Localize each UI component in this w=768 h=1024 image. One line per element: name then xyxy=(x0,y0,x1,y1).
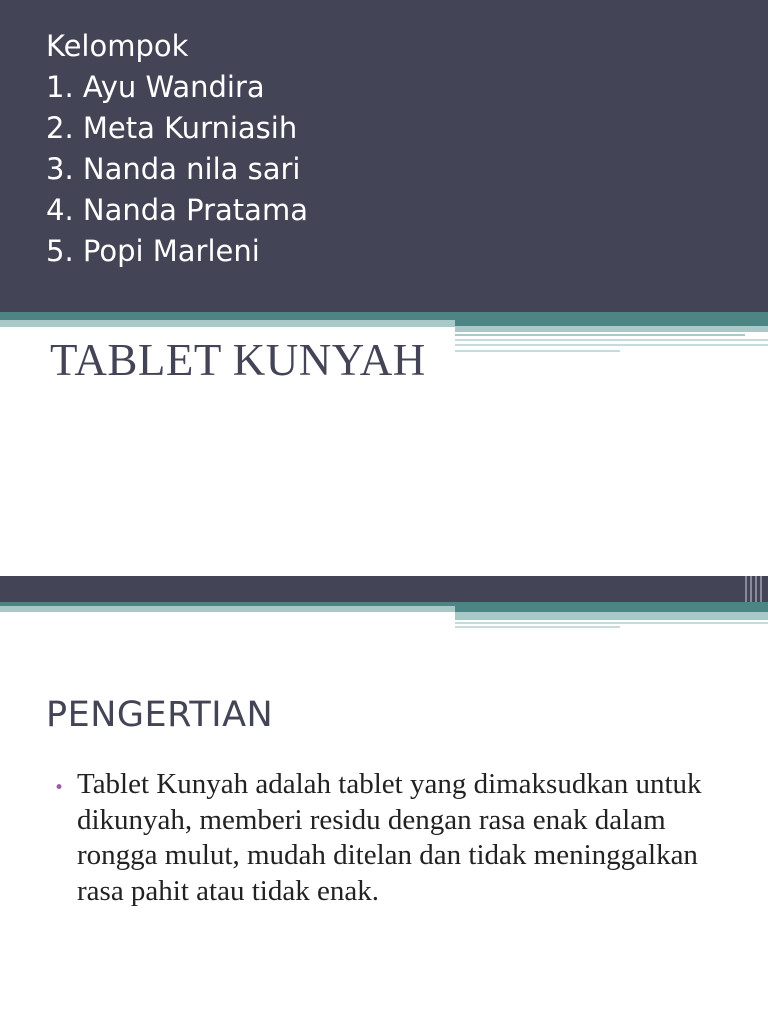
member-item: 4. Nanda Pratama xyxy=(46,193,308,227)
member-item: 5. Popi Marleni xyxy=(46,234,260,268)
slide-2-title: PENGERTIAN xyxy=(46,695,274,735)
slide-1-accent-band-light xyxy=(0,320,455,327)
slide-2-accent-band-light xyxy=(0,606,455,612)
member-item: 3. Nanda nila sari xyxy=(46,152,301,186)
group-heading: Kelompok xyxy=(46,29,189,63)
slide-2-accent-stripe xyxy=(455,626,620,628)
slide-1-accent-stripe xyxy=(455,344,768,346)
member-item: 1. Ayu Wandira xyxy=(46,70,265,104)
slide-2-accent-stripe xyxy=(455,622,768,624)
slide-1-title: TABLET KUNYAH xyxy=(50,335,426,385)
slide-1-accent-stripe xyxy=(455,350,620,352)
slide-1-accent-stripe xyxy=(455,334,745,336)
slide-2-header-panel xyxy=(0,576,768,602)
member-item: 2. Meta Kurniasih xyxy=(46,111,298,145)
slide-1-accent-band-light-right xyxy=(455,326,768,332)
slide-1-accent-stripe xyxy=(455,339,768,341)
group-member-list xyxy=(46,26,308,272)
slide-2-accent-band-light-right xyxy=(455,612,768,620)
definition-text: Tablet Kunyah adalah tablet yang dimaksudkan untuk dikunyah, memberi residu dengan rasa enak dalam rongga mulut, mudah ditelan dan tidak meninggalkan rasa pahit atau tidak enak. xyxy=(77,768,702,907)
bullet-icon: • xyxy=(54,778,65,798)
